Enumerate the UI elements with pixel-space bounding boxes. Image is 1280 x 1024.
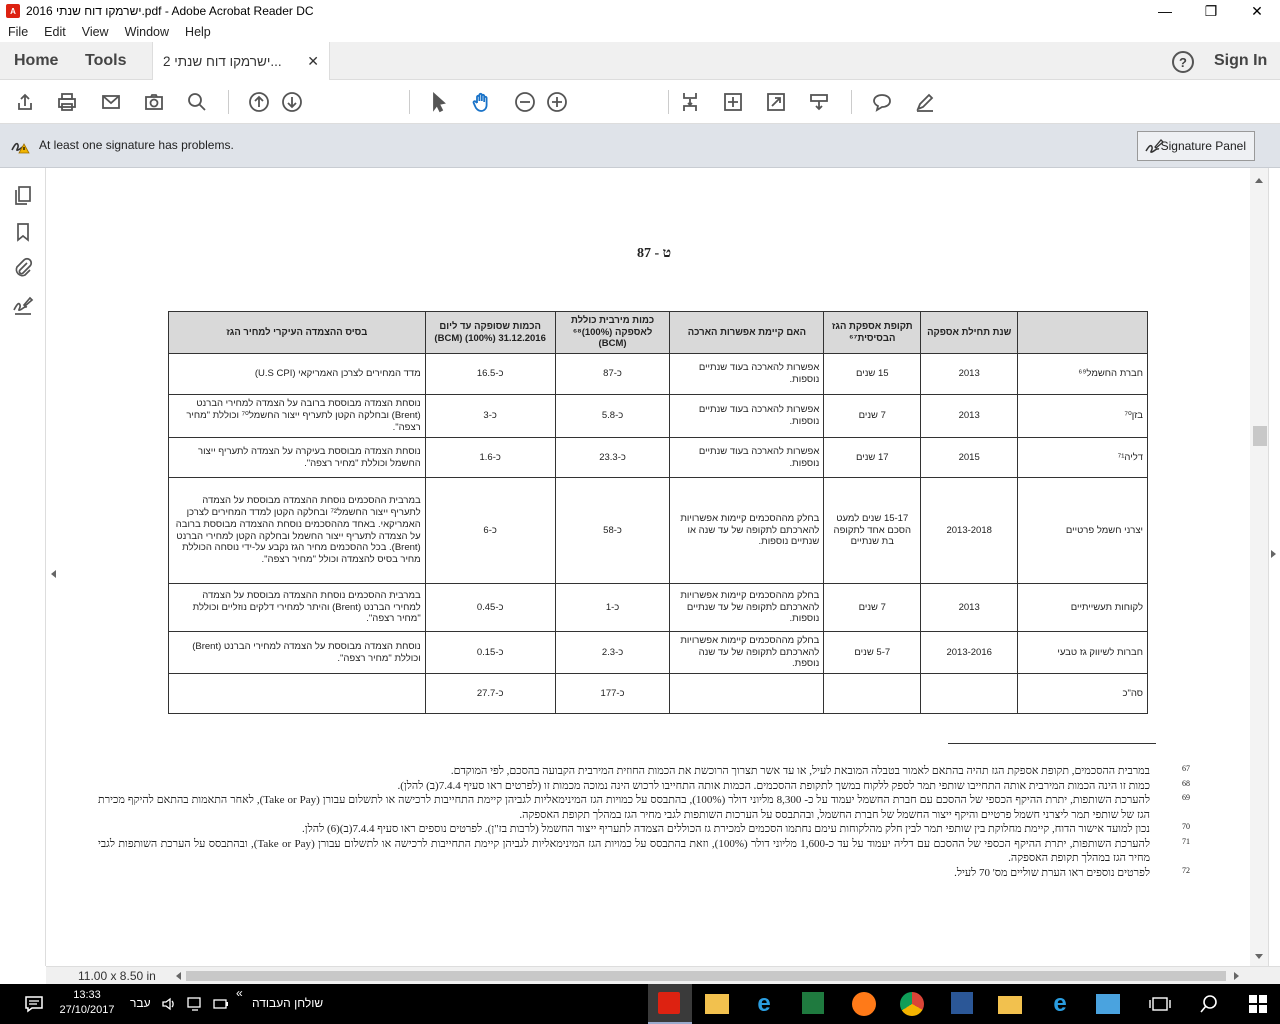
search-icon[interactable] (186, 91, 208, 113)
table-cell: כ-1.6 (425, 438, 555, 478)
table-cell: 5-7 שנים (824, 632, 921, 674)
horizontal-scroll-thumb[interactable] (186, 971, 1226, 981)
table-cell: יצרני חשמל פרטיים (1018, 478, 1148, 584)
status-bar (46, 966, 1280, 984)
firefox-icon[interactable] (852, 992, 876, 1016)
title-bar (0, 0, 1280, 22)
action-center-icon[interactable] (22, 992, 46, 1016)
page-number-label: ט - 87 (636, 246, 672, 261)
collapse-left-panel-icon[interactable] (47, 570, 56, 578)
print-icon[interactable] (56, 91, 78, 113)
table-cell: מדד המחירים לצרכן האמריקאי (U.S CPI) (169, 354, 426, 395)
volume-icon[interactable] (160, 995, 178, 1013)
snapshot-camera-icon[interactable] (143, 91, 165, 113)
vertical-scrollbar[interactable] (1250, 168, 1268, 966)
menu-edit[interactable]: Edit (44, 25, 66, 39)
table-cell: 2015 (921, 438, 1018, 478)
bookmarks-icon[interactable] (12, 221, 34, 243)
table-cell: בחלק מההסכמים קיימות אפשרויות להארכתם לתקופה של עד שנתיים נוספות. (670, 584, 824, 632)
windows-start-icon[interactable] (1246, 992, 1270, 1016)
scroll-right-icon[interactable] (1234, 972, 1243, 980)
footnote-number: 67 (1182, 764, 1190, 773)
footnote-text: להערכת השותפות, יתרת ההיקף הכספי של ההסכם עם חברת החשמל יעמוד על כ- 8,300 מליוני דולר (100%), בהתבסס על כמויות הגז המינימאליות לגביהן קיימת התחייבות לרכישה או לתשלום עבורן (Take or Pay), לאחר התאמות בהתאם להיקף מכירת הגז של שותפי תמר ליצרני חשמל פרטיים והיקף ייצור החשמל של חברת החשמל, ובהתבסס על הערכות השותפות לגבי מחיר הגז במהלך תקופת האספקה. (98, 794, 1150, 821)
table-cell: נוסחת הצמדה מבוססת בעיקרה על הצמדה לתעריף ייצור החשמל וכוללת "מחיר רצפה". (169, 438, 426, 478)
table-cell: אפשרות להארכה בעוד שנתיים נוספות. (670, 438, 824, 478)
footnote (98, 764, 1190, 779)
footnote-separator (948, 743, 1156, 744)
close-button[interactable]: ✕ (1251, 2, 1263, 19)
right-panel-gutter (1268, 168, 1280, 966)
table-cell: לקוחות תעשייתיים (1018, 584, 1148, 632)
footnote-number: 69 (1182, 793, 1190, 802)
table-cell: 17 שנים (824, 438, 921, 478)
table-cell: כ-2.3 (555, 632, 670, 674)
table-cell: כ-27.7 (425, 674, 555, 714)
menu-window[interactable]: Window (124, 25, 170, 39)
input-language-indicator[interactable]: עבר (130, 996, 151, 1010)
table-cell: 2013 (921, 395, 1018, 438)
word-icon[interactable] (951, 992, 973, 1014)
edge-icon[interactable]: e (1053, 990, 1067, 1017)
footnote-text: כמות זו הינה הכמות המירבית אותה התחייבו שותפי תמר לספק ללקוח במשך לתקופת ההסכמים. הכמות אותה התחייבו לרכוש הינה נמוכה מכמות זו (לפרטים ראו סעיף 7.4.4(ב) להלן). (397, 779, 1150, 792)
footnote-text: להערכת השותפות, יתרת ההיקף הכספי של ההסכם עם דליה יעמוד על עד כ-1,600 מליוני דולר (100%), וזאת בהתבסס על כמויות הגז המינימאליות לגביהן קיימת התחייבות לרכישה או לתשלום עבורן (Take or Pay), ובהתבסס על הערכת השותפות לגבי מחיר הגז במהלך תקופת האספקה. (98, 837, 1150, 864)
read-mode-icon[interactable] (808, 91, 830, 113)
signature-pen-icon (1144, 137, 1164, 157)
table-cell: כ-16.5 (425, 354, 555, 395)
table-cell: כ-3 (425, 395, 555, 438)
table-header-cell: בסיס ההצמדה העיקרי למחיר הגז (169, 312, 426, 354)
comment-icon[interactable] (871, 91, 893, 113)
table-cell: כ-58 (555, 478, 670, 584)
toolbar-divider (228, 90, 229, 114)
footnote-number: 72 (1182, 865, 1190, 875)
table-cell: אפשרות להארכה בעוד שנתיים נוספות. (670, 395, 824, 438)
previous-page-icon[interactable] (248, 91, 270, 113)
table-row (169, 632, 1148, 674)
table-cell: 2013-2018 (921, 478, 1018, 584)
file-explorer-icon[interactable] (998, 996, 1022, 1014)
table-cell: 7 שנים (824, 395, 921, 438)
footnote-text: במרבית ההסכמים, תקופת אספקת הגז תהיה בהתאם לאמור בטבלה המובאת לעיל, או עד אשר תצרוך הרוכשת את הכמות החוזית המירבית הקבועה בהסכם, לפי המוקדם. (450, 765, 1150, 777)
tab-home[interactable]: Home (14, 52, 59, 69)
toolbar-divider (668, 90, 669, 114)
mail-icon[interactable] (705, 994, 729, 1014)
footnote-text: נכון למועד אישור הדוח, קיימת מחלוקת בין שותפי תמר לבין חלק מהלקוחות עימם נחתמו הסכמים למכירת גז הכוללים הצמדה לתעריף ייצור החשמל (לרבות בז"ן). לפרטים נוספים ראו סעיף 7.4.4(ב)(6) להלן. (302, 823, 1150, 835)
table-header-cell: האם קיימת אפשרות הארכה (670, 312, 824, 354)
highlight-pen-icon[interactable] (914, 91, 936, 113)
signature-warning-text: At least one signature has problems. (39, 138, 234, 152)
network-icon[interactable] (186, 995, 204, 1013)
table-cell: 2013-2016 (921, 632, 1018, 674)
menu-view[interactable]: View (81, 25, 109, 39)
table-header-cell: הכמות שסופקה עד ליום 31.12.2016 (100%) (BCM) (425, 312, 555, 354)
fit-page-icon[interactable] (722, 91, 744, 113)
search-taskbar-icon[interactable] (1197, 992, 1221, 1016)
footnote-number: 70 (1182, 822, 1190, 831)
table-cell: 2013 (921, 354, 1018, 395)
system-clock[interactable] (56, 988, 118, 1018)
tab-tools[interactable]: Tools (85, 52, 127, 69)
table-cell: כ-177 (555, 674, 670, 714)
signature-warning-bar (0, 124, 1280, 168)
tab-document[interactable] (152, 42, 330, 80)
table-row (169, 584, 1148, 632)
scroll-left-icon[interactable] (172, 972, 181, 980)
table-cell: בחלק מההסכמים קיימות אפשרויות להארכתם לתקופה של עד שנה או שנתיים נוספות. (670, 478, 824, 584)
table-cell: בחלק מההסכמים קיימות אפשרויות להארכתם לתקופה של עד שנה נוספת. (670, 632, 824, 674)
footnote (98, 779, 1190, 794)
table-cell: נוסחת הצמדה מבוססת על הצמדה למחירי הברנט (Brent) וכוללת "מחיר רצפה". (169, 632, 426, 674)
page-thumbnails-icon[interactable] (12, 184, 34, 206)
vertical-scroll-thumb[interactable] (1253, 426, 1267, 446)
full-screen-icon[interactable] (765, 91, 787, 113)
table-cell (670, 674, 824, 714)
menu-bar (0, 22, 1280, 42)
zoom-out-icon[interactable] (514, 91, 536, 113)
scroll-down-icon[interactable] (1255, 954, 1263, 963)
window-title: ישרמקו דוח שנתי 2016.pdf - Adobe Acrobat Reader DC (26, 4, 314, 18)
footnote (98, 837, 1190, 866)
help-icon[interactable]: ? (1172, 51, 1194, 73)
toolbar (0, 80, 1280, 124)
signatures-icon[interactable] (12, 294, 34, 316)
table-total-row (169, 674, 1148, 714)
chevron-up-icon[interactable]: « (236, 986, 243, 1000)
minimize-button[interactable]: — (1158, 3, 1172, 19)
close-tab-icon[interactable]: ✕ (307, 52, 319, 69)
zoom-in-icon[interactable] (546, 91, 568, 113)
acrobat-logo-icon: A (6, 4, 20, 18)
mail-app-icon[interactable] (1096, 994, 1120, 1014)
table-cell (921, 674, 1018, 714)
table-cell: כ-6 (425, 478, 555, 584)
table-row (169, 354, 1148, 395)
footnote-number: 71 (1182, 836, 1190, 846)
table-cell: חברת החשמל⁶⁹ (1018, 354, 1148, 395)
table-header-cell: שנת תחילת אספקה (921, 312, 1018, 354)
menu-help[interactable]: Help (185, 25, 211, 39)
pdf-page (58, 168, 1250, 966)
sign-in-link[interactable]: Sign In (1214, 52, 1268, 69)
toolbar-divider (851, 90, 852, 114)
scrolling-mode-icon[interactable] (679, 91, 701, 113)
desktop-toolbar-label[interactable]: שולחן העבודה (252, 996, 324, 1010)
footnote (98, 822, 1190, 837)
table-cell: 2013 (921, 584, 1018, 632)
table-cell: במרבית ההסכמים נוסחת ההצמדה מבוססת על הצמדה לתעריף ייצור החשמל⁷² ובחלקה הקטן למדד המחירים לצרכן האמריקאי. באחד מההסכמים נוסחת ההצמדה מבוססת ברובה על הצמדה לתעריף ייצור החשמל ובחלקה הקטן למחירי הברנט (Brent). בכל ההסכמים מחיר הגז נקבע על-ידי נוסחה הכוללת מחיר בסיס להצמדה וכולל "מחיר רצפה". (169, 478, 426, 584)
maximize-button[interactable]: ❐ (1204, 2, 1218, 19)
signature-panel-label: Signature Panel (1160, 139, 1246, 153)
table-cell: נוסחת הצמדה מבוססת ברובה על הצמדה למחירי הברנט (Brent) ובחלקה הקטן לתעריף ייצור החשמל⁷⁰ וכוללת "מחיר רצפה". (169, 395, 426, 438)
table-cell: חברות לשיווק גז טבעי (1018, 632, 1148, 674)
table-row (169, 478, 1148, 584)
table-cell: בזן⁷⁰ (1018, 395, 1148, 438)
table-cell: 15 שנים (824, 354, 921, 395)
expand-right-panel-icon[interactable] (1271, 550, 1280, 558)
table-cell (169, 674, 426, 714)
footnotes (98, 764, 1190, 880)
table-header-row (169, 312, 1148, 354)
table-cell: 15-17 שנים למעט הסכם אחד לתקופה בת שנתיים (824, 478, 921, 584)
table-cell: אפשרות להארכה בעוד שנתיים נוספות. (670, 354, 824, 395)
table-header-cell (1018, 312, 1148, 354)
table-cell: 7 שנים (824, 584, 921, 632)
hand-tool-icon[interactable] (470, 91, 492, 113)
table-cell: כ-0.45 (425, 584, 555, 632)
footnote (98, 866, 1190, 881)
signature-panel-button[interactable] (1137, 131, 1255, 161)
table-cell (824, 674, 921, 714)
internet-explorer-icon[interactable]: e (757, 990, 771, 1017)
table-header-cell: כמות מירבית כוללת לאספקה (100%)⁶⁸ (BCM) (555, 312, 670, 354)
toolbar-divider (409, 90, 410, 114)
windows-taskbar (0, 984, 1280, 1024)
table-cell: כ-87 (555, 354, 670, 395)
table-cell: כ-0.15 (425, 632, 555, 674)
email-icon[interactable] (100, 91, 122, 113)
next-page-icon[interactable] (281, 91, 303, 113)
share-upload-icon[interactable] (14, 91, 36, 113)
table-header-cell: תקופת אספקת הגז הבסיסית⁶⁷ (824, 312, 921, 354)
gas-contracts-table (168, 311, 1148, 714)
signature-warning-icon (10, 136, 32, 156)
table-cell: כ-23.3 (555, 438, 670, 478)
table-cell: סה"כ (1018, 674, 1148, 714)
attachments-icon[interactable] (12, 256, 34, 278)
document-tab-label: ישרמקו דוח שנתי 2... (163, 53, 282, 69)
chrome-icon[interactable] (900, 992, 924, 1016)
scroll-up-icon[interactable] (1255, 174, 1263, 183)
table-cell: דליה⁷¹ (1018, 438, 1148, 478)
table-cell: כ-5.8 (555, 395, 670, 438)
left-navigation-rail (0, 168, 46, 966)
page-size-label: 11.00 x 8.50 in (78, 969, 156, 983)
footnote-text: לפרטים נוספים ראו הערת שוליים מס' 70 לעיל. (954, 866, 1150, 879)
clock-date: 27/10/2017 (59, 1004, 115, 1016)
select-pointer-icon[interactable] (428, 91, 450, 113)
clock-time: 13:33 (73, 989, 101, 1001)
battery-icon[interactable] (212, 995, 230, 1013)
table-cell: במרבית ההסכמים נוסחת ההצמדה מבוססת על הצמדה למחירי הברנט (Brent) והיתר למחירי דלקים נוזליים וכוללת "מחיר רצפה". (169, 584, 426, 632)
table-row (169, 395, 1148, 438)
footnote (98, 793, 1190, 822)
tab-bar (0, 42, 1280, 80)
horizontal-scrollbar[interactable] (172, 969, 1242, 983)
menu-file[interactable]: File (8, 25, 29, 39)
acrobat-icon[interactable] (658, 992, 680, 1014)
table-cell: כ-1 (555, 584, 670, 632)
task-view-icon[interactable] (1148, 992, 1172, 1016)
table-row (169, 438, 1148, 478)
footnote-number: 68 (1182, 778, 1190, 788)
excel-icon[interactable] (802, 992, 824, 1014)
